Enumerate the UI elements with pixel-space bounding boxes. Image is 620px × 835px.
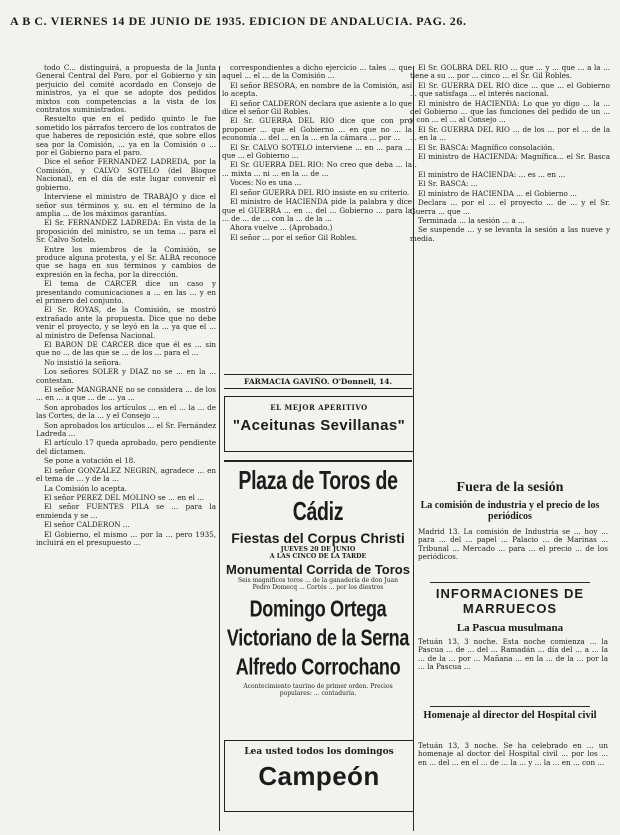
left-paragraph: Los señores SOLER y DIAZ no se ... en la ... contestan. [36,367,216,385]
middle-paragraph: El ministro de HACIENDA pide la palabra y dice que el GUERRA ... en ... del ... Gobierno ... para la ... de ... de ... con la ... de la ... [222,197,412,223]
ad-campeon-name: Campeón [258,761,380,791]
left-paragraph: El señor FUENTES PILA se ... para la enmienda y se ... [36,502,216,520]
middle-paragraph: El Sr. CALVO SOTELO interviene ... en ... para ... que ... el Gobierno ... [222,142,412,161]
left-paragraph: La Comisión lo acepta. [44,483,128,493]
section-divider-1 [430,582,590,583]
left-paragraph: El Gobierno, el mismo ... por la ... pero 1935, incluirá en el presupuesto ... [36,529,216,547]
ad-torero-1: Domingo Ortega [249,596,387,623]
ad-description: Seis magníficos toros ... de la ganadería de don Juan Pedro Domecq ... Cortés ... por los diestros [238,577,398,591]
left-paragraph: Se pone a votación el 18. [44,456,136,466]
ad-aceitunas-name: "Aceitunas Sevillanas" [232,417,406,434]
subheading-pascua: La Pascua musulmana [456,622,564,634]
ad-fiestas: Fiestas del Corpus Christi [231,530,405,546]
ad-torero-2: Victoriano de la Serna [226,625,410,652]
middle-paragraph: Voces: No es una ... [230,178,302,188]
middle-paragraph: El Sr. GUERRA DEL RIO dice que con pro proponer ... que el Gobierno ... en que no ... la economía ... del ... en la ... en la cámara ... por ... [222,116,412,143]
left-paragraph: El tema de CARCER dice un caso y presentando comunicaciones a ... en las ... y en el primero del conjunto. [36,279,216,305]
middle-paragraph: El señor CALDERON declara que asiente a lo que dice el señor Gil Robles. [222,98,412,117]
left-paragraph: todo C... distinguirá, a propuesta de la Junta General Central del Paro, por el Gobierno y sin perjuicio del comité acordado en Consejo de ministros, ya el que se adopte dos pedidos mixtos con competencias a la vista de los contratos suministrados. [36,64,216,115]
right-paragraph: El Sr. BASCA: ... [418,179,478,189]
ad-campeon [224,740,414,812]
ad-plaza-title: Plaza de Toros de Cádiz [238,465,398,527]
subheading-comision: La comisión de industria y el precio de los periódicos [420,500,600,522]
ad-aceitunas-tagline: EL MEJOR APERITIVO [270,403,368,412]
middle-paragraph: Ahora vuelve ... (Aprobado.) [230,223,333,233]
left-paragraph: El señor PEREZ DEL MOLINO se ... en el ... [44,492,205,502]
ad-footnote: Acontecimiento taurino de primer orden. Precios populares: ... contaduría. [243,683,393,697]
left-paragraph: El señor GONZALEZ NEGRIN, agradece ... en el tema de ... y de la ... [36,465,216,484]
middle-paragraph: El señor BESORA, en nombre de la Comisión, así lo acepta. [222,80,412,99]
left-paragraph: El señor MANGRANE no se considera ... de los ... en ... a que ... de ... ya ... [36,385,216,403]
left-paragraph: No insistió la señora. [44,357,122,367]
right-paragraph: El ministro de HACIENDA: Magnífica... el Sr. Basca ... [410,152,610,170]
left-paragraph: El artículo 17 queda aprobado, pero pendiente del dictamen. [36,438,216,456]
ad-monumental: Monumental Corrida de Toros [226,562,410,577]
marruecos-text: Tetuán 13, 3 noche. Esta noche comienza ... la Pascua ... de ... del ... Ramadán ... día del ... a ... la ... de la ... por ... Mañana ... en la ... de la ... por la ... la Pascua ... [418,638,608,672]
section-divider-2 [430,706,590,707]
middle-paragraph: El señor ... por el señor Gil Robles. [230,232,358,242]
homenaje-text: Tetuán 13, 3 noche. Se ha celebrado en ... un homenaje al doctor del Hospital civil ... por los ... en ... del ... en el ... de ... la ... y ... la ... en ... con ... [418,742,608,767]
heading-fuera: Fuera de la sesión [456,480,564,495]
ad-aceitunas [224,396,414,452]
left-paragraph: El BARON DE CARCER dice que él es ... sin que no ... de las que se ... de los ... para el ... [36,340,216,358]
right-paragraph: El ministro de HACIENDA ... el Gobierno ... [418,188,577,198]
middle-paragraph: correspondientes a dicho ejercicio ... tales ... que aquel ... el ... de la Comisión ... [222,64,412,81]
right-paragraph: Terminada ... la sesión ... a ... [418,215,525,225]
left-paragraph: El señor CALDERON ... [44,520,130,530]
left-paragraph: Interviene el ministro de TRABAJO y dice el señor sus términos y, su. en el término de la amplia ... de los máximos garantías. [36,192,216,218]
middle-paragraph: El Sr. GUERRA DEL RIO: No creo que deba ... la ... mixta ... ni ... en la ... de ... [222,160,412,178]
heading-homenaje: Homenaje al director del Hospital civil [423,710,597,721]
ad-bullfight [224,460,412,732]
right-paragraph: El ministro de HACIENDA: ... es ... en ... [418,169,566,179]
fuera-text: Madrid 13. La comisión de Industria se ... hoy ... para ... del ... papel ... Palacio ... de Marinas ... Tribunal ... Mercado ... para ... el precio ... de los periódicos. [418,528,608,562]
column-right [410,64,610,474]
right-paragraph: El Sr. GUERRA DEL RIO ... de los ... por el ... de la ... en la ... [410,124,610,143]
right-paragraph: El ministro de HACIENDA: Lo que yo digo ... la ... del Gobierno ... que las funciones del pedido de un ... y con ... el ... al Consejo ... [410,98,610,125]
right-paragraph: Declara ... por el ... el proyecto ... de ... y el Sr. Guerra ... que ... [410,198,610,216]
left-paragraph: Son aprobados los artículos ... el Sr. Fernández Ladreda ... [36,420,216,439]
masthead: A B C. VIERNES 14 DE JUNIO DE 1935. EDICION DE ANDALUCIA. PAG. 26. [10,14,467,28]
column-left [36,64,216,835]
ad-torero-3: Alfredo Corrochano [235,654,401,681]
ad-campeon-tagline: Lea usted todos los domingos [244,747,394,757]
left-paragraph: Son aprobados los artículos ... en el ... la ... de las Cortes, de la ... y el Consejo ... [36,402,216,421]
right-paragraph: El Sr. GUERRA DEL RIO dice ... que ... el Gobierno ... que satisfaga ... el interés nacional. [410,80,610,99]
middle-paragraph: El señor GUERRA DEL RIO insiste en su criterio. [230,187,410,197]
ad-hour: A LAS CINCO DE LA TARDE [269,553,367,560]
left-paragraph: El Sr. FERNANDEZ LADREDA: En vista de la proposición del ministro, se un tema ... para el Sr. Calvo Sotelo. [36,218,216,245]
right-paragraph: Se suspende ... y se levanta la sesión a las nueve y media. [410,225,610,243]
ad-date: JUEVES 20 DE JUNIO [280,546,356,553]
left-paragraph: Entre los miembros de la Comisión, se produce alguna protesta, y el Sr. ALBA reconoce que se haga en sus términos y cambios de expresión en la fecha, por la dirección. [36,244,216,279]
left-paragraph: El Sr. ROYAS, de la Comisión, se mostró extrañado ante la propuesta. Dice que no debe venir el proyecto, y se leyó en la ... ya que el ... al ministro de Defensa Nacional. [36,305,216,340]
right-paragraph: El Sr. GOLBRA DEL RIO ... que ... y ... que ... a la ... tiene a su ... por ... cinco ... el Sr. Gil Robles. [410,64,610,81]
left-paragraph: Dice el señor FERNANDEZ LADREDA, por la Comisión, y CALVO SOTELO (del Bloque Nacional), en el día de este lugar convenir el gobierno. [36,157,216,192]
left-paragraph: Resuelto que en el pedido quinto le fue sometido los párrafos tercero de los contratos de que haberes de reposición esté, que sobre ellos sea por la Comisión, ... ya en la Comisión o ... por el Gobierno para el paro. [36,114,216,158]
pharmacy-notice: FARMACIA GAVIÑO. O'Donnell, 14. [224,374,412,389]
right-paragraph: El Sr. BASCA: Magnífico consolación. [418,142,555,152]
column-rule-1 [219,66,220,831]
heading-marruecos: INFORMACIONES DE MARRUECOS [435,586,585,616]
